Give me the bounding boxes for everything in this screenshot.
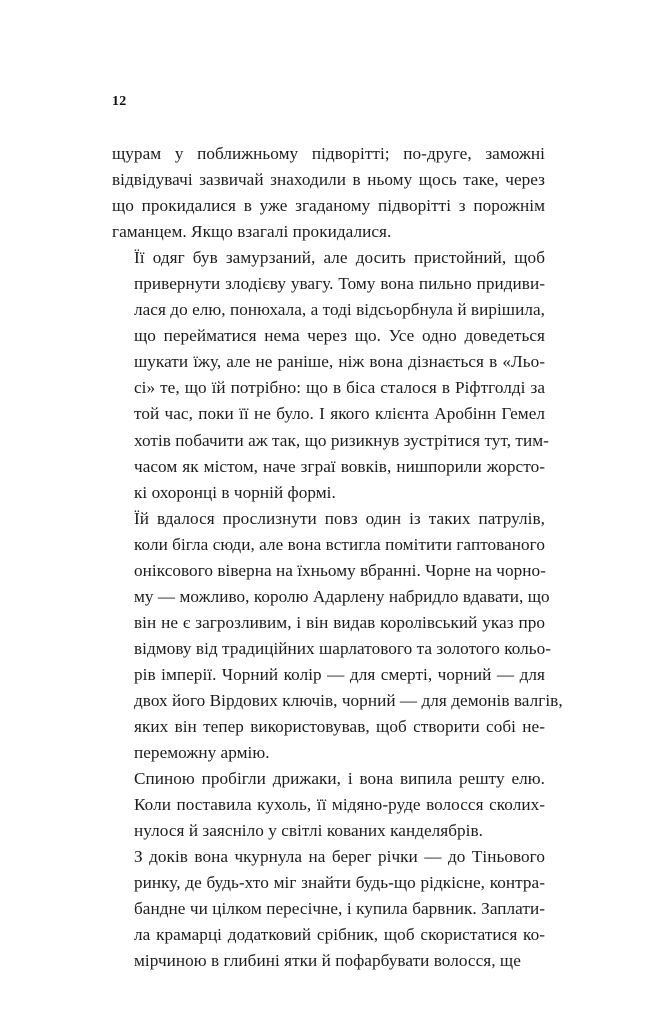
text-line: нулося й заясніло у світлі кованих канделябрів.	[134, 821, 484, 841]
text-line: ринку, де будь-хто міг знайти будь-що рідкісне, контра-	[134, 873, 545, 893]
text-line: що перейматися нема через що. Усе одно доведеться	[134, 326, 545, 346]
paragraph-4	[112, 766, 545, 844]
text-line: лася до елю, понюхала, а тоді відсьорбнула й вирішила,	[134, 300, 545, 320]
text-line: му — можливо, королю Адарлену набридло вдавати, що	[134, 586, 550, 606]
text-line: що прокидалися в уже згаданому підворітті з порожнім	[112, 196, 545, 216]
text-line: Коли поставила кухоль, її мідяно-руде волосся сколих-	[134, 795, 545, 815]
text-line: переможну армію.	[134, 743, 270, 763]
text-line: сі» те, що їй потрібно: що в біса сталося в Ріфтголді за	[134, 378, 545, 398]
paragraph-1	[112, 141, 545, 245]
paragraph-2	[112, 245, 549, 505]
text-line: Спиною пробігли дрижаки, і вона випила решту елю.	[134, 769, 545, 789]
text-line: гаманцем. Якщо взагалі прокидалися.	[112, 222, 392, 242]
page-number: 12	[112, 94, 127, 109]
text-line: він не є загрозливим, і він видав королівський указ про	[134, 612, 545, 632]
text-line: той час, поки її не було. І якого клієнта Аробінн Гемел	[134, 404, 545, 424]
text-line: Їй вдалося прослизнути повз один із таких патрулів,	[134, 508, 545, 528]
text-line: щурам у поближньому підворітті; по-друге, заможні	[112, 144, 545, 163]
text-line: бандне чи цілком пересічне, і купила барвник. Заплати-	[134, 899, 545, 919]
text-line: мірчиною в глибині ятки й пофарбувати волосся, ще	[134, 951, 521, 971]
text-line: Її одяг був замурзаний, але досить пристойний, щоб	[134, 248, 545, 268]
text-line: яких він тепер використовував, щоб створити собі не-	[134, 717, 545, 737]
text-line: оніксового віверна на їхньому вбранні. Чорне на чорно-	[134, 560, 546, 580]
text-line: відмову від традиційних шарлатового та золотого кольо-	[134, 638, 552, 658]
text-line: хотів побачити аж так, що ризикнув зустрітися тут, тим-	[134, 430, 549, 450]
text-line: З доків вона чкурнула на берег річки — до Тіньового	[134, 847, 545, 867]
text-line: кі охоронці в чорній формі.	[134, 482, 336, 502]
text-line: часом як містом, наче зграї вовків, нишпорили жорсто-	[134, 456, 545, 476]
text-line: рів імперії. Чорний колір — для смерті, чорний — для	[134, 664, 545, 684]
text-line: двох його Вірдових ключів, чорний — для демонів валгів,	[134, 690, 563, 710]
paragraph-5	[112, 844, 545, 974]
text-line: привернути злодієву увагу. Тому вона пильно придиви-	[134, 274, 545, 294]
paragraph-3	[112, 506, 563, 766]
body-text-block	[112, 141, 563, 975]
text-line: ла крамарці додатковий срібник, щоб скористатися ко-	[134, 925, 545, 945]
text-line: коли бігла сюди, але вона встигла помітити гаптованого	[134, 534, 545, 554]
text-line: шукати їжу, але не раніше, ніж вона дізнається в «Льо-	[134, 352, 545, 372]
text-line: відвідувачі зазвичай знаходили в ньому щось таке, через	[112, 170, 545, 190]
